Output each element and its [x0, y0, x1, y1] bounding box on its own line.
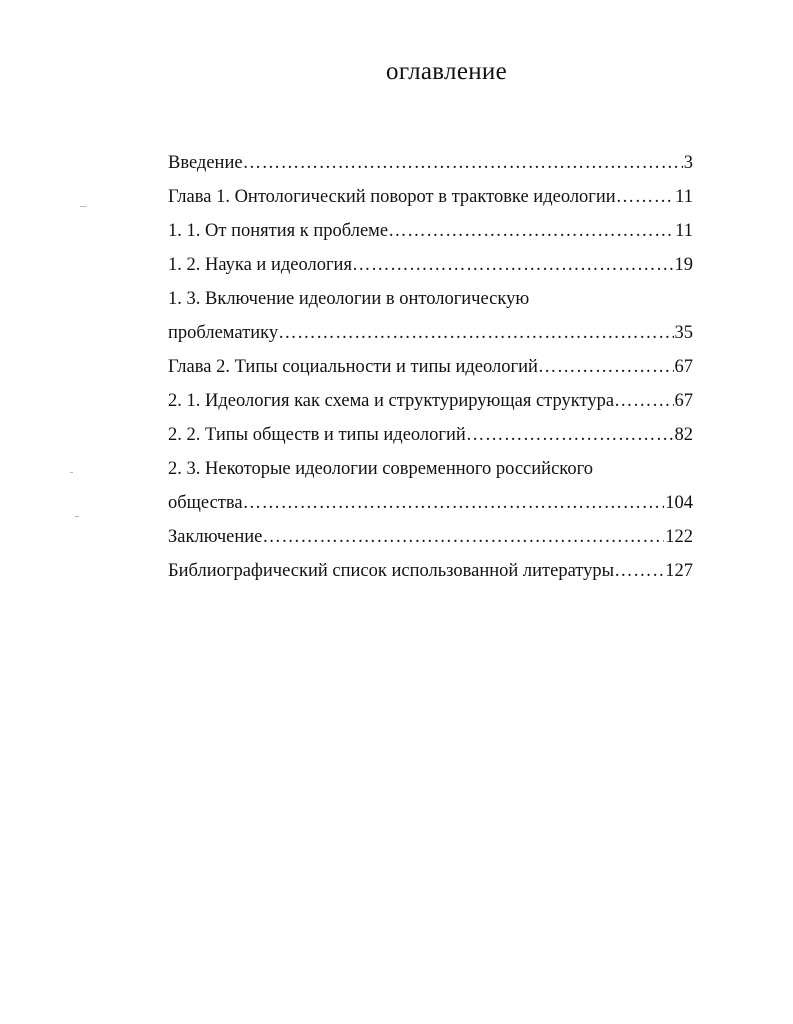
- toc-entry-bibliography: [168, 554, 693, 588]
- toc-entry-chapter-1: [168, 180, 693, 214]
- toc-entry-page: 127: [665, 561, 693, 581]
- toc-entry-section-1-3-line1: [168, 282, 693, 316]
- toc-entry-section-1-3-line2: [168, 316, 693, 350]
- toc-entry-conclusion: [168, 520, 693, 554]
- toc-entry-page: 3: [683, 153, 693, 173]
- toc-leader-dots: [278, 316, 673, 350]
- toc-entry-label: общества: [168, 493, 243, 513]
- table-of-contents: [168, 146, 693, 588]
- toc-entry-section-1-1: [168, 214, 693, 248]
- toc-entry-label: Заключение: [168, 527, 263, 547]
- toc-entry-label: 1. 2. Наука и идеология: [168, 255, 352, 275]
- toc-entry-section-2-3-line1: [168, 452, 693, 486]
- toc-entry-label: 2. 1. Идеология как схема и структурирующая структура: [168, 391, 615, 411]
- toc-leader-dots: [616, 180, 674, 214]
- toc-entry-page: 19: [674, 255, 693, 275]
- toc-entry-section-2-3-line2: [168, 486, 693, 520]
- toc-leader-dots: [352, 248, 674, 282]
- toc-entry-label: Введение: [168, 153, 243, 173]
- toc-entry-page: 104: [665, 493, 693, 513]
- toc-leader-dots: [614, 554, 664, 588]
- toc-leader-dots: [262, 520, 664, 554]
- toc-entry-section-2-2: [168, 418, 693, 452]
- toc-entry-introduction: [168, 146, 693, 180]
- toc-entry-page: 11: [675, 221, 693, 241]
- toc-entry-page: 122: [665, 527, 693, 547]
- toc-leader-dots: [243, 486, 665, 520]
- toc-entry-label: Глава 2. Типы социальности и типы идеологий: [168, 357, 538, 377]
- toc-entry-label: Глава 1. Онтологический поворот в трактовке идеологии: [168, 187, 616, 207]
- toc-entry-label: Библиографический список использованной литературы: [168, 561, 615, 581]
- scan-speck: [70, 472, 73, 473]
- toc-entry-label: 2. 3. Некоторые идеологии современного российского: [168, 459, 593, 479]
- toc-entry-label: 2. 2. Типы обществ и типы идеологий: [168, 425, 466, 445]
- toc-leader-dots: [614, 384, 673, 418]
- toc-leader-dots: [388, 214, 674, 248]
- toc-entry-section-2-1: [168, 384, 693, 418]
- toc-entry-label: 1. 3. Включение идеологии в онтологическую: [168, 289, 530, 309]
- toc-leader-dots: [538, 350, 674, 384]
- toc-entry-section-1-2: [168, 248, 693, 282]
- toc-entry-page: 35: [674, 323, 693, 343]
- toc-entry-page: 67: [674, 391, 693, 411]
- toc-entry-page: 82: [674, 425, 693, 445]
- toc-entry-label: 1. 1. От понятия к проблеме: [168, 221, 389, 241]
- toc-entry-label: проблематику: [168, 323, 279, 343]
- toc-entry-page: 67: [674, 357, 693, 377]
- toc-leader-dots: [466, 418, 674, 452]
- scan-speck: [80, 206, 86, 207]
- toc-entry-page: 11: [675, 187, 693, 207]
- scan-speck: [75, 516, 79, 517]
- toc-entry-chapter-2: [168, 350, 693, 384]
- toc-leader-dots: [243, 146, 683, 180]
- page-title: оглавление: [386, 58, 507, 85]
